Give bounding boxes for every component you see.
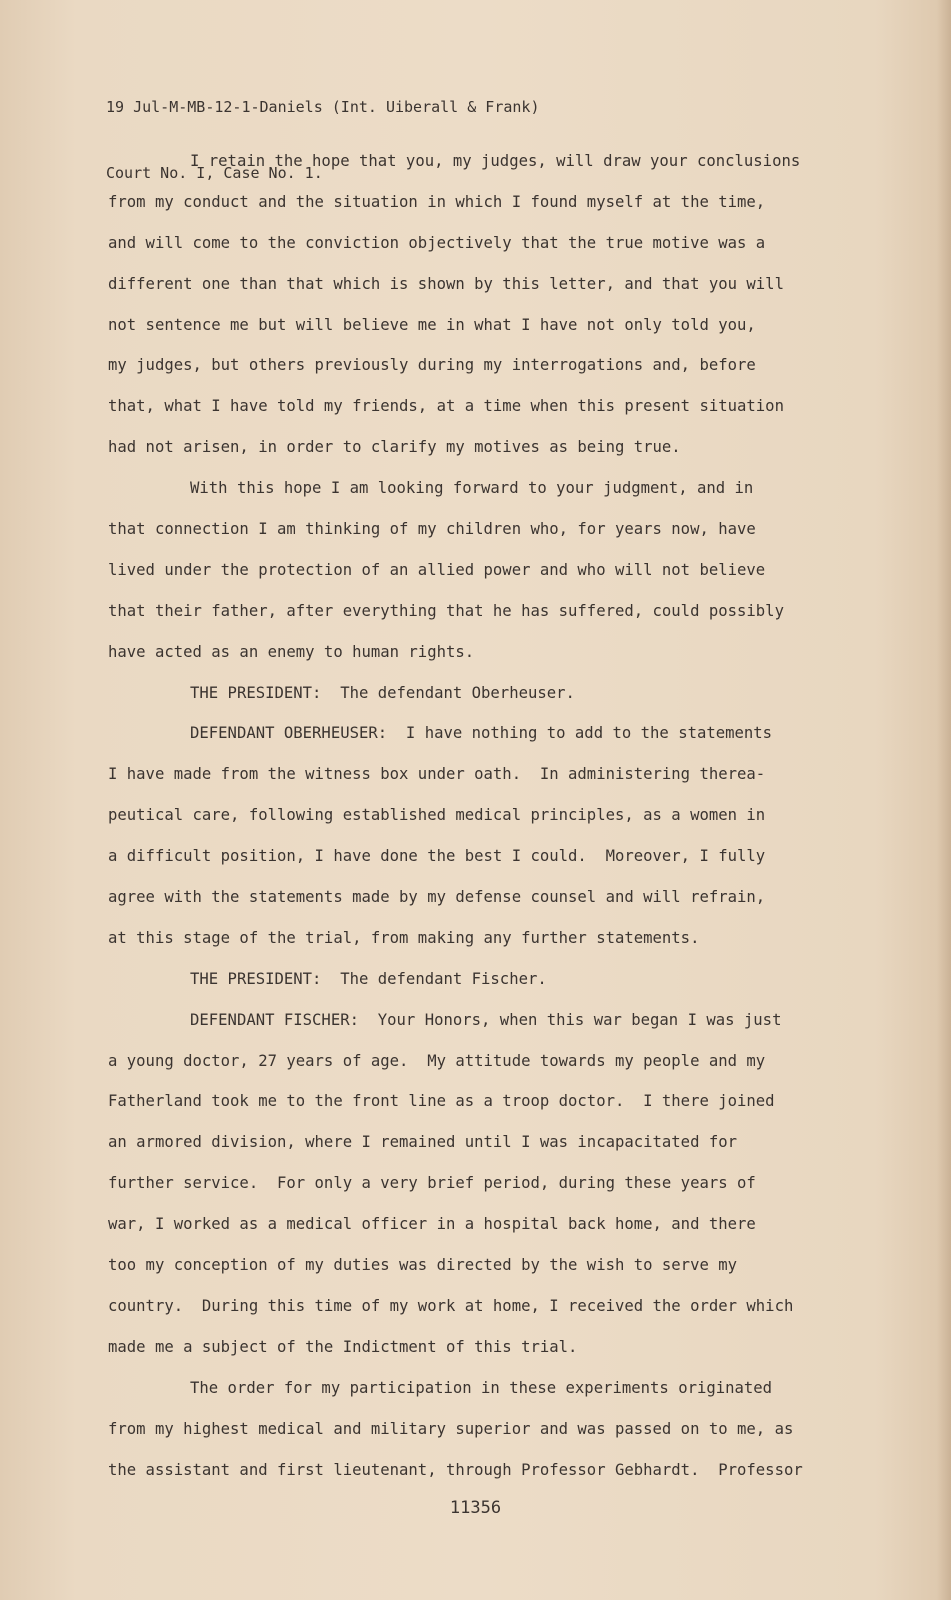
- transcript-line: THE PRESIDENT: The defendant Oberheuser.: [190, 683, 575, 702]
- transcript-line: my judges, but others previously during my interrogations and, before: [108, 356, 756, 375]
- transcript-line: too my conception of my duties was directed by the wish to serve my: [108, 1256, 738, 1275]
- transcript-line: peutical care, following established medical principles, as a women in: [108, 806, 766, 825]
- transcript-line: I have made from the witness box under oath. In administering therea-: [108, 765, 766, 784]
- transcript-line: a difficult position, I have done the best I could. Moreover, I fully: [108, 847, 766, 866]
- transcript-line: The order for my participation in these experiments originated: [190, 1378, 773, 1397]
- transcript-line: Fatherland took me to the front line as a troop doctor. I there joined: [108, 1092, 775, 1111]
- page-number: 11356: [449, 1498, 502, 1518]
- transcript-line: have acted as an enemy to human rights.: [108, 642, 475, 661]
- transcript-line: country. During this time of my work at home, I received the order which: [108, 1296, 794, 1315]
- transcript-line: had not arisen, in order to clarify my motives as being true.: [108, 438, 681, 457]
- transcript-line: I retain the hope that you, my judges, will draw your conclusions: [190, 152, 801, 170]
- transcript-line: that, what I have told my friends, at a time when this present situation: [108, 397, 784, 416]
- header-line-1: 19 Jul-M-MB-12-1-Daniels (Int. Uiberall & Frank): [106, 98, 540, 116]
- transcript-line: further service. For only a very brief period, during these years of: [108, 1174, 756, 1193]
- transcript-line: a young doctor, 27 years of age. My attitude towards my people and my: [108, 1051, 766, 1070]
- transcript-line: from my highest medical and military superior and was passed on to me, as: [108, 1419, 794, 1438]
- transcript-line: war, I worked as a medical officer in a hospital back home, and there: [108, 1215, 756, 1234]
- transcript-line: different one than that which is shown by this letter, and that you will: [108, 274, 784, 293]
- transcript-line: from my conduct and the situation in which I found myself at the time,: [108, 192, 766, 211]
- transcript-line: With this hope I am looking forward to your judgment, and in: [190, 479, 754, 498]
- header-line-2: Court No. I, Case No. 1.: [106, 164, 323, 182]
- transcript-line: DEFENDANT FISCHER: Your Honors, when this war began I was just: [190, 1010, 782, 1029]
- transcript-line: agree with the statements made by my defense counsel and will refrain,: [108, 888, 766, 907]
- transcript-line: DEFENDANT OBERHEUSER: I have nothing to add to the statements: [190, 724, 773, 743]
- transcript-line: THE PRESIDENT: The defendant Fischer.: [190, 969, 547, 988]
- transcript-line: lived under the protection of an allied power and who will not believe: [108, 560, 766, 579]
- transcript-line: not sentence me but will believe me in what I have not only told you,: [108, 315, 756, 334]
- transcript-line: and will come to the conviction objectively that the true motive was a: [108, 233, 766, 252]
- transcript-line: an armored division, where I remained until I was incapacitated for: [108, 1133, 738, 1152]
- transcript-line: that connection I am thinking of my children who, for years now, have: [108, 520, 756, 539]
- page-edge-shadow: [937, 0, 951, 1600]
- transcript-line: that their father, after everything that he has suffered, could possibly: [108, 601, 784, 620]
- transcript-line: the assistant and first lieutenant, through Professor Gebhardt. Professor: [108, 1460, 803, 1479]
- transcript-body: [108, 141, 868, 1490]
- transcript-line: at this stage of the trial, from making any further statements.: [108, 928, 700, 947]
- transcript-line: made me a subject of the Indictment of this trial.: [108, 1337, 578, 1356]
